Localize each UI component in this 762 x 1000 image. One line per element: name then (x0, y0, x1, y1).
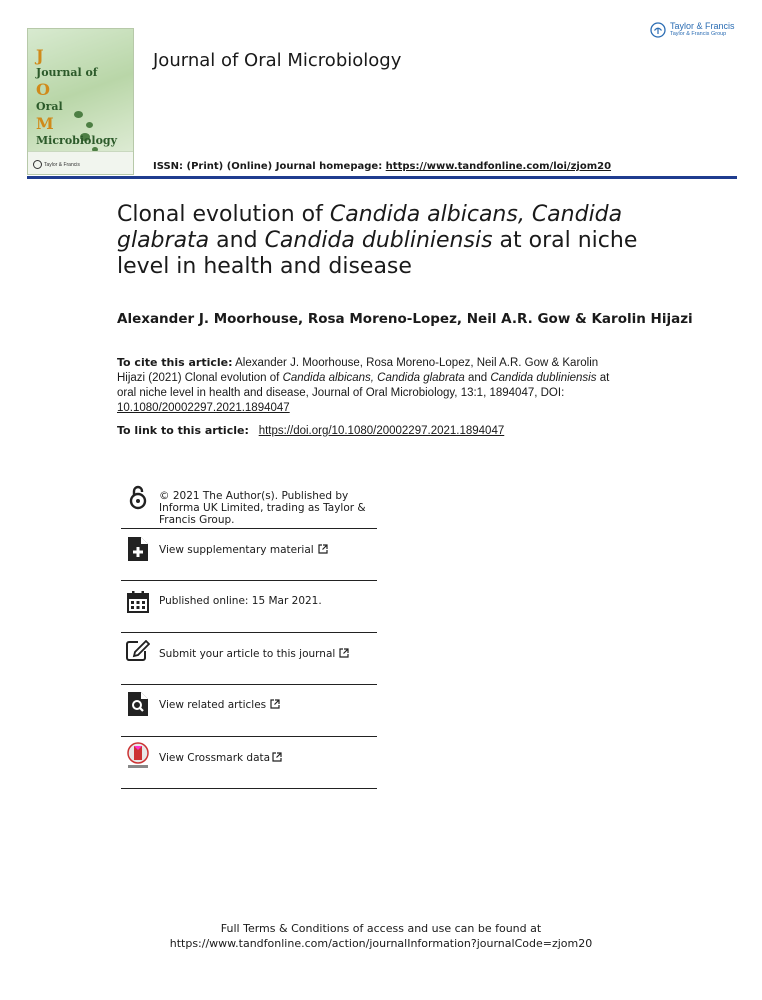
published-date-text: Published online: 15 Mar 2021. (159, 595, 322, 607)
terms-text: Full Terms & Conditions of access and use can be found at (220, 922, 542, 935)
article-authors: Alexander J. Moorhouse, Rosa Moreno-Lopez, Neil A.R. Gow & Karolin Hijazi (117, 311, 693, 327)
header-divider (27, 176, 737, 179)
submit-article-link[interactable]: Submit your article to this journal (159, 648, 336, 660)
supplementary-item[interactable] (121, 529, 377, 581)
article-link-line (117, 424, 504, 437)
publisher-name: Taylor & Francis (670, 21, 735, 31)
external-link-icon (339, 648, 349, 658)
crossmark-link[interactable]: View Crossmark data (159, 752, 271, 764)
crossmark-item[interactable] (121, 737, 377, 789)
journal-cover-image (27, 28, 134, 175)
issn-line: ISSN: (Print) (Online) Journal homepage: https://www.tandfonline.com/loi/zjom20 (153, 161, 612, 172)
external-link-icon (270, 699, 280, 709)
calendar-icon (125, 589, 151, 615)
article-link-label: To link to this article: (117, 424, 253, 437)
license-item (121, 480, 377, 529)
external-link-icon (318, 544, 328, 554)
taylor-francis-icon (650, 22, 666, 38)
journal-title: Journal of Oral Microbiology (153, 50, 402, 71)
journal-homepage-link[interactable]: https://www.tandfonline.com/loi/zjom20 (385, 161, 612, 172)
citation-block: To cite this article: Alexander J. Moorhouse, Rosa Moreno-Lopez, Neil A.R. Gow & Karolin Hijazi (2021) Clonal evolution of Candida albicans, Candida glabrata and Candida dubliniensis at oral niche level in health and disease, Journal of Oral Microbiology, 13:1, 1894047, DOI: 10.1080/20002297.2021.1894047 (117, 356, 610, 414)
related-articles-link[interactable]: View related articles (159, 699, 267, 711)
article-info-list (121, 480, 377, 789)
external-link-icon (272, 752, 282, 762)
terms-link[interactable]: https://www.tandfonline.com/action/journalInformation?journalCode=zjom20 (169, 937, 593, 950)
crossmark-icon (125, 743, 151, 769)
open-access-icon (125, 484, 151, 510)
submit-item[interactable] (121, 633, 377, 685)
edit-icon (125, 638, 151, 664)
cover-publisher-logo: Taylor & Francis (33, 160, 80, 169)
terms-footer (0, 921, 762, 951)
supplementary-link[interactable]: View supplementary material (159, 544, 314, 556)
citation-doi-link[interactable]: 10.1080/20002297.2021.1894047 (117, 402, 290, 414)
published-item (121, 581, 377, 633)
citation-label: To cite this article: (117, 356, 233, 369)
publisher-group: Taylor & Francis Group (670, 31, 727, 37)
cover-footer (28, 151, 133, 174)
publisher-logo[interactable] (650, 22, 735, 38)
cover-title: J Journal of O Oral M Microbiology (36, 46, 117, 147)
article-doi-link[interactable]: https://doi.org/10.1080/20002297.2021.1894047 (258, 425, 505, 437)
article-title: Clonal evolution of Candida albicans, Candida glabrata and Candida dubliniensis at oral niche level in health and disease (117, 202, 638, 279)
search-document-icon (125, 691, 151, 717)
license-text: © 2021 The Author(s). Published by Informa UK Limited, trading as Taylor & Francis Group. (159, 490, 366, 526)
supplementary-file-icon (125, 536, 151, 562)
related-articles-item[interactable] (121, 685, 377, 737)
